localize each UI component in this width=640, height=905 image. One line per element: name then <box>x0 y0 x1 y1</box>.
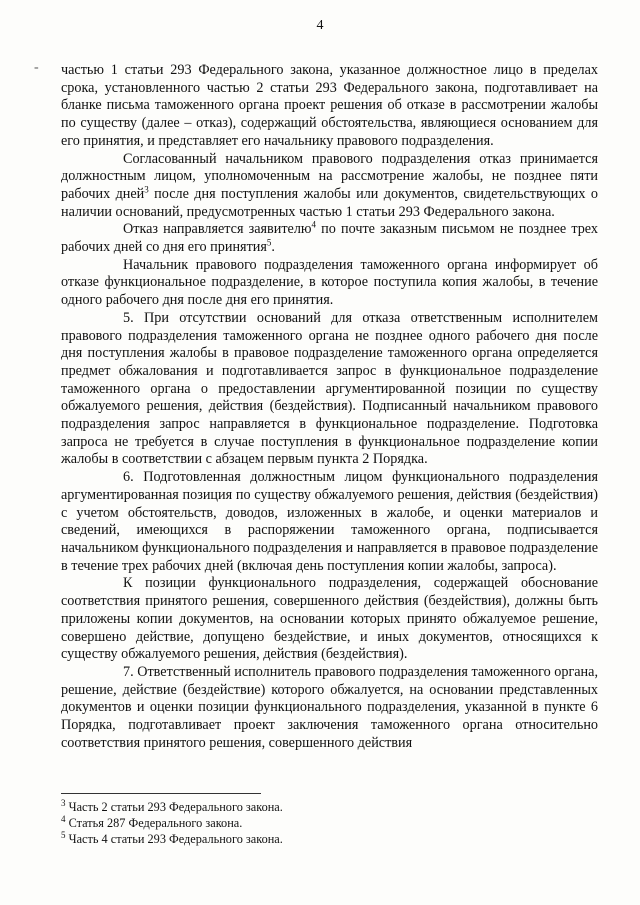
footnotes <box>61 799 598 847</box>
footnote-text: Статья 287 Федерального закона. <box>68 816 243 830</box>
footnote-ref-4: 4 <box>311 219 317 230</box>
paragraph-attachments: К позиции функционального подразделения, содержащей обоснование соответствия принятого решения, совершенного действия (бездействия), должны быть приложены копии документов, на основании которых принято обжалуемое решение, совершено действие, допущено бездействие, и иных документов, относящихся к существу обжалуемого решения, действия (бездействия). <box>61 575 598 663</box>
paragraph-refusal-sent: Отказ направляется заявителю$^4$ по почте заказным письмом не позднее трех рабочих дней со дня его принятия$^5$. <box>61 219 599 256</box>
footnote-text: Часть 4 статьи 293 Федерального закона. <box>68 832 283 846</box>
paragraph-approval-text-2: после дня поступления жалобы или документов, свидетельствующих о наличии оснований, предусмотренных частью 1 статьи 293 Федерального закона. <box>61 185 598 220</box>
paragraph-item-5: 5. При отсутствии оснований для отказа ответственным исполнителем правового подразделения таможенного органа не позднее одного рабочего дня после дня поступления жалобы в правовое подразделение таможенного органа определяется предмет обжалования и подготавливается запрос в функциональное подразделение таможенного органа о предоставлении аргументированной позиции по существу обжалуемого решения, действия (бездействия). Подписанный начальником правового подразделения запрос направляется в функциональное подразделение. Подготовка запроса не требуется в случае поступления в функциональное подразделение копии жалобы в соответствии с абзацем первым пункта 2 Порядка. <box>61 309 598 468</box>
footnote-divider <box>61 793 261 794</box>
paragraph-continuation: частью 1 статьи 293 Федерального закона, указанное должностное лицо в пределах срока, установленного частью 2 статьи 293 Федерального закона, подготавливает на бланке письма таможенного органа проект решения об отказе в рассмотрении жалобы по существу (далее – отказ), содержащий обстоятельства, являющиеся основанием для его принятия, и представляет его начальнику правового подразделения. <box>61 62 598 149</box>
footnote-ref-5: 5 <box>266 237 272 248</box>
footnote-mark: 4 <box>61 813 66 824</box>
paragraph-refusal-text: Отказ направляется заявителю <box>123 221 312 238</box>
footnote-mark: 5 <box>61 829 66 840</box>
footnote-4 <box>61 815 598 831</box>
paragraph-approval <box>61 151 598 222</box>
footnote-mark: 3 <box>61 797 66 808</box>
footnote-3 <box>61 799 598 815</box>
footnote-ref-3: 3 <box>144 184 149 195</box>
paragraph-inform: Начальник правового подразделения таможенного органа информирует об отказе функциональное подразделение, в которое поступила копия жалобы, в течение одного рабочего дня после дня его принятия. <box>61 256 598 309</box>
footnote-text: Часть 2 статьи 293 Федерального закона. <box>68 800 283 814</box>
page-number: 4 <box>316 18 324 33</box>
paragraph-item-6: 6. Подготовленная должностным лицом функционального подразделения аргументированная позиция по существу обжалуемого решения, действия (бездействия) с учетом обстоятельств, доводов, изложенных в жалобе, и оценки материалов и сведений, имеющихся в распоряжении таможенного органа, подписывается начальником функционального подразделения и направляется в правовое подразделение в течение трех рабочих дней (включая день поступления копии жалобы, запроса). <box>61 469 598 574</box>
margin-mark: - <box>34 60 39 75</box>
footnote-5 <box>61 831 598 847</box>
body-text <box>61 62 598 752</box>
paragraph-item-7: 7. Ответственный исполнитель правового подразделения таможенного органа, решение, действие (бездействие) которого обжалуется, на основании представленных документов и оценки позиции функционального подразделения, указанной в пункте 6 Порядка, подготавливает проект заключения таможенного органа относительно соответствия принятого решения, совершенного действия <box>61 663 598 751</box>
paragraph-refusal-text-2: по почте заказным письмом не позднее трех рабочих дней со дня его принятия <box>61 221 599 256</box>
paragraph-approval-text: Согласованный начальником правового подразделения отказ принимается должностным лицом, уполномоченным на рассмотрение жалобы, не позднее пяти рабочих дней <box>61 150 598 202</box>
